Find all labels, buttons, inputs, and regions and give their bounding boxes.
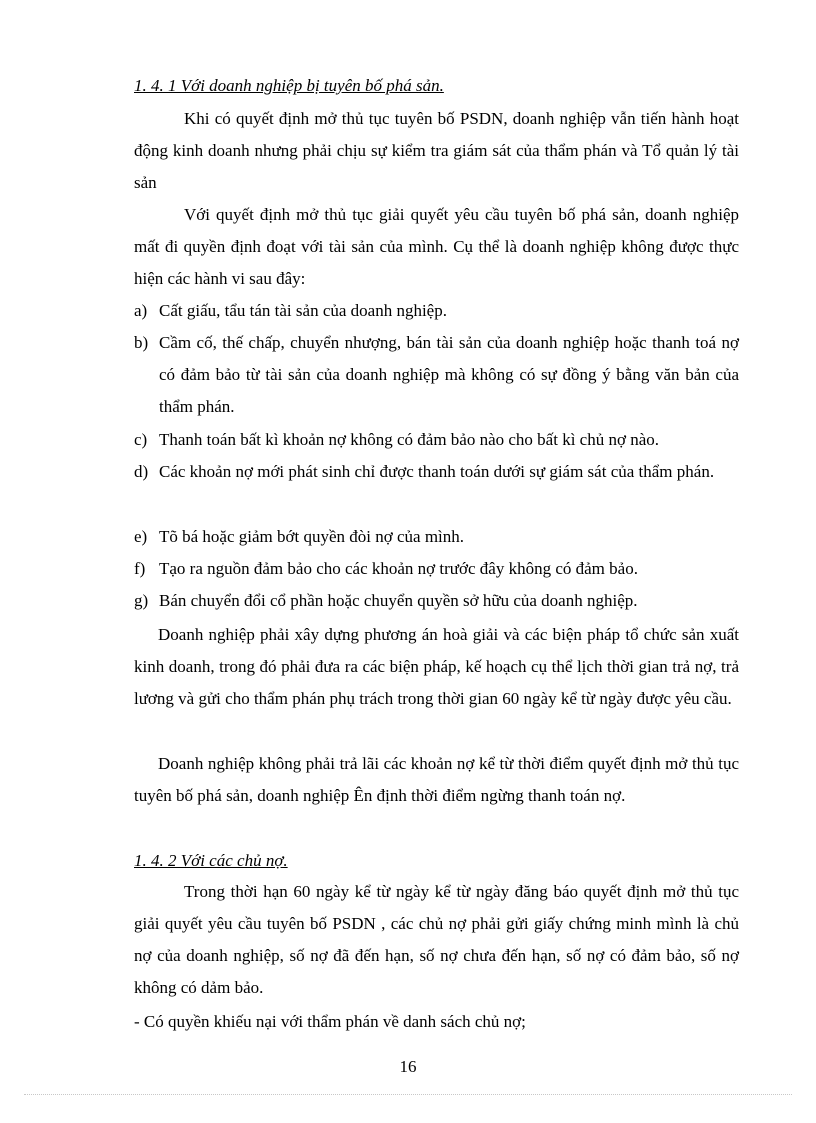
list-item-f (134, 553, 739, 585)
list-marker: e) (134, 527, 148, 546)
paragraph: Doanh nghiệp phải xây dựng phương án hoà giải và các biện pháp tổ chức sản xuất kinh doanh, trong đó phải đưa ra các biện pháp, kế hoạch cụ thể lịch thời gian trả nợ, trả lương và gửi cho thẩm phán phụ trách trong thời gian 60 ngày kể từ ngày được yêu cầu. (134, 625, 739, 708)
paragraph: Với quyết định mở thủ tục giải quyết yêu cầu tuyên bố phá sản, doanh nghiệp mất đi quyền định đoạt với tài sản của mình. Cụ thể là doanh nghiệp không được thực hiện các hành vi sau đây: (134, 205, 739, 288)
list-item-text: Thanh toán bất kì khoản nợ không có đảm bảo nào cho bất kì chủ nợ nào. (159, 430, 659, 449)
list-marker: g) (134, 591, 149, 610)
page-bottom-divider (24, 1094, 792, 1095)
list-item-c (134, 424, 739, 456)
paragraph: Trong thời hạn 60 ngày kể từ ngày kể từ ngày đăng báo quyết định mở thủ tục giải quyết yêu cầu tuyên bố PSDN , các chủ nợ phải gửi giấy chứng minh mình là chủ nợ của doanh nghiệp, số nợ đã đến hạn, số nợ chưa đến hạn, số nợ có đảm bảo, số nợ không có dảm bảo. (134, 882, 739, 997)
list-item-g (134, 585, 739, 617)
list-item-text: Tõ bá hoặc giảm bớt quyền đòi nợ của mình. (159, 527, 465, 546)
list-marker: c) (134, 430, 148, 449)
list-marker: a) (134, 301, 148, 320)
list-marker: d) (134, 462, 149, 481)
list-item-text: Cầm cố, thế chấp, chuyển nhượng, bán tài sản của doanh nghiệp hoặc thanh toá nợ có đảm bảo từ tài sản của doanh nghiệp mà không có sự đồng ý bằng văn bản của thẩm phán. (159, 333, 739, 416)
list-item-b (134, 327, 739, 423)
section-heading-1-4-1: 1. 4. 1 Với doanh nghiệp bị tuyên bố phá sản. (134, 76, 444, 95)
list-item-d (134, 456, 739, 488)
section-heading-1-4-2: 1. 4. 2 Với các chủ nợ. (134, 851, 288, 870)
list-marker: f) (134, 559, 146, 578)
list-item-e (134, 521, 739, 553)
paragraph: Khi có quyết định mở thủ tục tuyên bố PSDN, doanh nghiệp vẫn tiến hành hoạt động kinh doanh nhưng phải chịu sự kiểm tra giám sát của thẩm phán và Tổ quản lý tài sản (134, 109, 739, 192)
list-item-text: Tạo ra nguồn đảm bảo cho các khoản nợ trước đây không có đảm bảo. (159, 559, 638, 578)
list-item-text: Các khoản nợ mới phát sinh chỉ được thanh toán dưới sự giám sát của thẩm phán. (159, 462, 715, 481)
list-item-a (134, 295, 739, 327)
list-item-text: Cất giấu, tẩu tán tài sản của doanh nghiệp. (159, 301, 447, 320)
paragraph: Doanh nghiệp không phải trả lãi các khoản nợ kể từ thời điểm quyết định mở thủ tục tuyên bố phá sản, doanh nghiệp Ên định thời điểm ngừng thanh toán nợ. (134, 754, 739, 805)
list-item-text: Bán chuyển đổi cổ phần hoặc chuyển quyền sở hữu của doanh nghiệp. (159, 591, 638, 610)
list-marker: b) (134, 333, 149, 352)
page-number: 16 (399, 1057, 417, 1076)
dash-list-item: - Có quyền khiếu nại với thẩm phán về danh sách chủ nợ; (134, 1012, 526, 1031)
